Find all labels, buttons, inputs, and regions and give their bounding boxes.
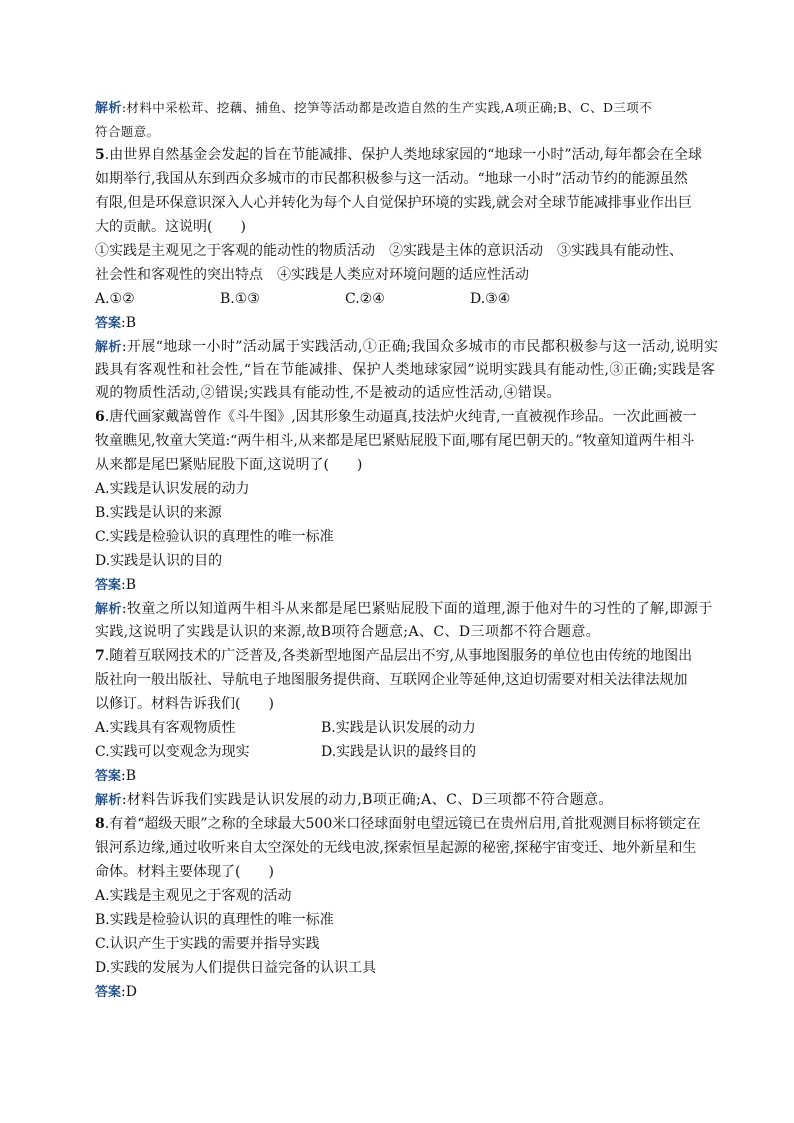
option-a: A.实践具有客观物质性 (95, 720, 236, 736)
explanation-label: 解析 (95, 340, 122, 355)
option-a: A.①② (95, 291, 135, 307)
question-stem-line: 如期举行,我国从东到西众多城市的市民都积极参与这一活动。“地球一小时”活动节约的能源虽然 (95, 171, 688, 187)
option-a: A.实践是认识发展的动力 (95, 481, 250, 497)
question-number: 7 (95, 648, 105, 664)
options-row (95, 287, 700, 311)
question-stem-line: 银河系边缘,通过收听来自太空深处的无线电波,探索恒星起源的秘密,探秘宇宙变迁、地外新星和生 (95, 840, 697, 856)
option-c: C.②④ (345, 291, 385, 307)
explanation-line: 观的物质性活动,②错误;实践具有能动性,不是被动的适应性活动,④错误。 (95, 385, 562, 401)
question-8 (95, 812, 700, 1005)
option-b: B.实践是认识发展的动力 (321, 720, 476, 736)
explanation-line: 践具有客观性和社会性,“旨在节能减排、保护人类地球家园”说明实践具有能动性,③正确;实践是客 (95, 362, 716, 378)
answer-value: :B (121, 768, 137, 784)
question-stem-line: 版社向一般出版社、导航电子地图服务提供商、互联网企业等延伸,这迫切需要对相关法律法规加 (95, 672, 688, 688)
document-page (95, 96, 719, 1005)
question-stem-line: 8.有着“超级天眼”之称的全球最大500米口径球面射电望远镜已在贵州启用,首批观测目标将锁定在 (95, 816, 701, 832)
question-stem-line: 以修订。材料告诉我们( ) (95, 696, 274, 712)
question-stem-line: 7.随着互联网技术的广泛普及,各类新型地图产品层出不穷,从事地图服务的单位也由传统的地图出 (95, 648, 693, 664)
explanation-line: 解析:牧童之所以知道两牛相斗从来都是尾巴紧贴屁股下面的道理,源于他对牛的习性的了解,即源于 (95, 601, 713, 617)
explanation-label: 解析 (95, 101, 122, 116)
answer-label: 答案 (95, 316, 122, 331)
answer-value: :D (121, 984, 137, 1000)
options-row (95, 716, 700, 740)
option-c: C.认识产生于实践的需要并指导实践 (95, 936, 320, 952)
option-d: D.实践是认识的最终目的 (321, 744, 477, 760)
option-b: B.①③ (220, 291, 260, 307)
answer-label: 答案 (95, 578, 122, 593)
question-6 (95, 405, 713, 644)
question-number: 8 (95, 816, 105, 832)
answer-line (95, 573, 700, 598)
option-c: C.实践可以变观念为现实 (95, 744, 250, 760)
question-stem-line: 有限,但是环保意识深入人心并转化为每个人自觉保护环境的实践,就会对全球节能减排事业作出巨 (95, 195, 692, 211)
explanation-label: 解析 (95, 793, 122, 808)
question-number: 6 (95, 409, 105, 425)
question-stem-line: 牧童瞧见,牧童大笑道:“两牛相斗,从来都是尾巴紧贴屁股下面,哪有尾巴朝天的。”牧童知道两牛相斗 (95, 433, 695, 449)
option-c: C.实践是检验认识的真理性的唯一标准 (95, 529, 334, 545)
explanation-line: 解析:开展“地球一小时”活动属于实践活动,①正确;我国众多城市的市民都积极参与这一活动,说明实 (95, 339, 719, 355)
question-5 (95, 143, 719, 405)
question-stem-line: 5.由世界自然基金会发起的旨在节能减排、保护人类地球家园的“地球一小时”活动,每年都会在全球 (95, 147, 702, 163)
question-7 (95, 644, 700, 812)
answer-line (95, 764, 700, 789)
statement-line: ①实践是主观见之于客观的能动性的物质活动 ②实践是主体的意识活动 ③实践具有能动性、 (95, 243, 683, 259)
option-d: D.实践是认识的目的 (95, 553, 223, 569)
question-stem-line: 命体。材料主要体现了( ) (95, 864, 274, 880)
question-stem-line: 6.唐代画家戴嵩曾作《斗牛图》,因其形象生动逼真,技法炉火纯青,一直被视作珍品。一次此画被一 (95, 409, 697, 425)
answer-value: :B (121, 315, 137, 331)
answer-line (95, 980, 700, 1005)
explanation-label: 解析 (95, 602, 122, 617)
option-b: B.实践是认识的来源 (95, 505, 222, 521)
option-d: D.③④ (470, 291, 511, 307)
answer-value: :B (121, 577, 137, 593)
option-a: A.实践是主观见之于客观的活动 (95, 888, 292, 904)
answer-line (95, 311, 700, 336)
question-stem-line: 大的贡献。这说明( ) (95, 219, 246, 235)
answer-label: 答案 (95, 985, 122, 1000)
explanation-line: 符合题意。 (95, 124, 160, 139)
options-row (95, 740, 700, 764)
explanation-line: 实践,这说明了实践是认识的来源,故B项符合题意;A、C、D三项都不符合题意。 (95, 624, 601, 640)
statement-line: 社会性和客观性的突出特点 ④实践是人类应对环境问题的适应性活动 (95, 267, 529, 283)
question-number: 5 (95, 147, 105, 163)
question-stem-line: 从来都是尾巴紧贴屁股下面,这说明了( ) (95, 457, 363, 473)
option-b: B.实践是检验认识的真理性的唯一标准 (95, 912, 334, 928)
answer-label: 答案 (95, 769, 122, 784)
explanation-line: 解析:材料中采松茸、挖藕、捕鱼、挖笋等活动都是改造自然的生产实践,A项正确;B、C、D三项不 (95, 100, 653, 116)
option-d: D.实践的发展为人们提供日益完备的认识工具 (95, 960, 377, 976)
explanation-block (95, 96, 700, 143)
explanation-line: 解析:材料告诉我们实践是认识发展的动力,B项正确;A、C、D三项都不符合题意。 (95, 792, 613, 808)
